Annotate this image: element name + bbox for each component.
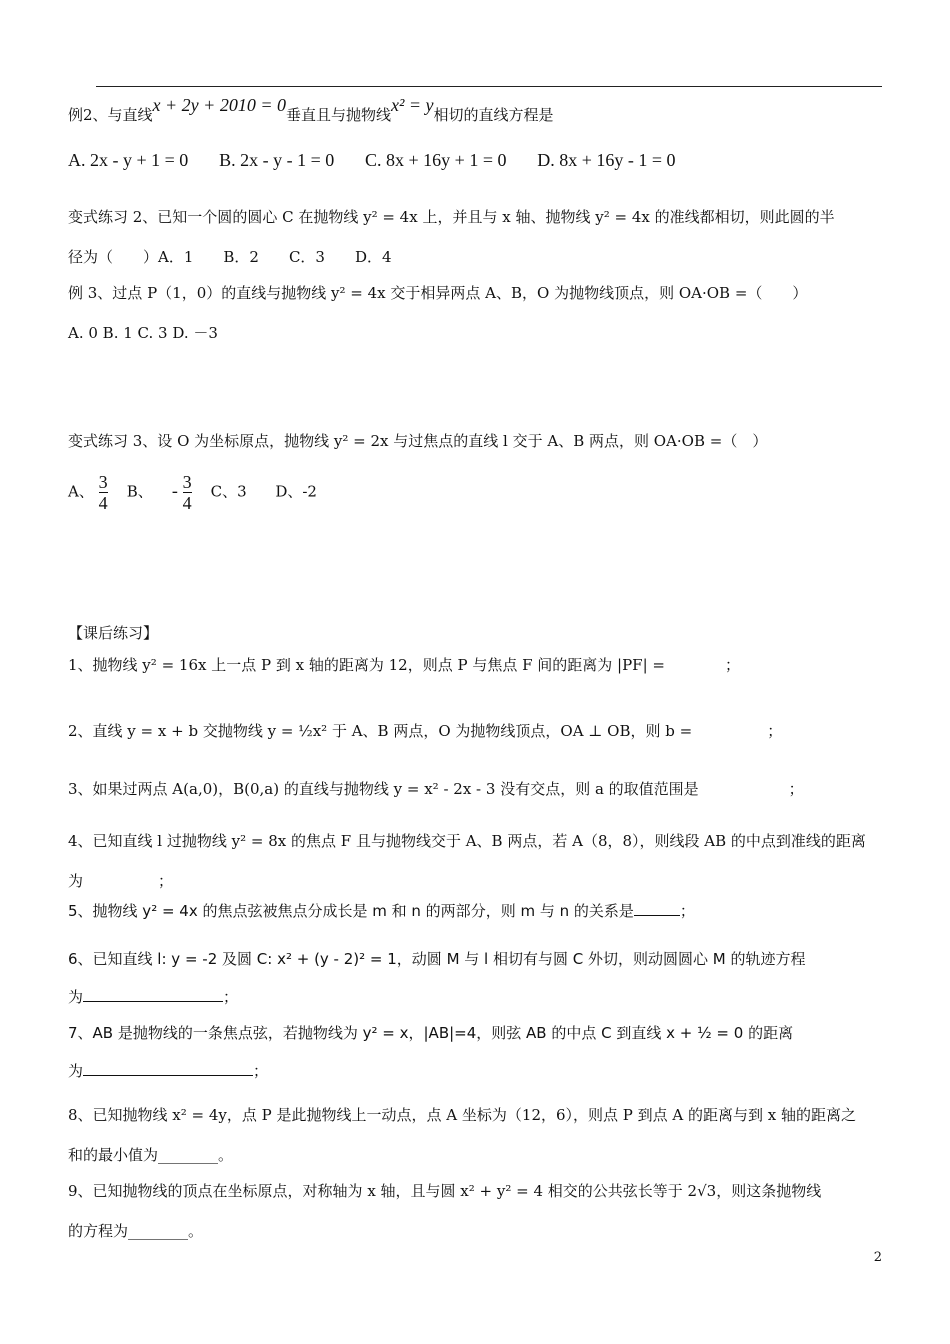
homework-q6-line-1: 6、已知直线 l: y = -2 及圆 C: x² + (y - 2)² = 1，动圆 M 与 l 相切有与圆 C 外切，则动圆圆心 M 的轨迹方程 <box>68 950 806 968</box>
homework-q4-line-1: 4、已知直线 l 过抛物线 y² = 8x 的焦点 F 且与抛物线交于 A、B 两点，若 A（8，8），则线段 AB 的中点到准线的距离 <box>68 832 866 850</box>
homework-q7-line-1: 7、AB 是抛物线的一条焦点弦，若抛物线为 y² = x，|AB|=4，则弦 AB 的中点 C 到直线 x + ½ = 0 的距离 <box>68 1024 794 1042</box>
q5-end: ； <box>679 902 695 920</box>
v3-option-c: C、3 <box>210 482 247 501</box>
example-2-prefix: 例2、与直线 <box>68 106 153 124</box>
frac-den: 4 <box>182 493 192 513</box>
q5-text: 5、抛物线 y² = 4x 的焦点弦被焦点分成长是 m 和 n 的两部分，则 m 与 n 的关系是 <box>68 902 634 920</box>
q6-end: ； <box>223 988 239 1006</box>
minus-sign: - <box>171 480 178 501</box>
frac-den: 4 <box>98 493 108 513</box>
q7-label: 为 <box>68 1062 84 1080</box>
homework-q8-line-2: 和的最小值为________。 <box>68 1146 234 1164</box>
option-b: B. 2x - y - 1 = 0 <box>219 150 335 170</box>
homework-q6-line-2 <box>68 986 238 1007</box>
frac-num: 3 <box>182 472 192 492</box>
variant-3-options <box>68 472 317 513</box>
variant-2-line-2: 径为（ ）A．1 B．2 C．3 D．4 <box>68 248 392 266</box>
option-c: C. 8x + 16y + 1 = 0 <box>365 150 507 170</box>
variant-2-line-1: 变式练习 2、已知一个圆的圆心 C 在抛物线 y² = 4x 上，并且与 x 轴、抛物线 y² = 4x 的准线都相切，则此圆的半 <box>68 208 835 226</box>
example-2-stem <box>68 95 554 125</box>
fraction-neg-3-4 <box>183 472 192 513</box>
example-2-mid: 垂直且与抛物线 <box>285 106 391 124</box>
fraction-3-4 <box>99 472 108 513</box>
page-number: 2 <box>873 1250 882 1265</box>
header-rule <box>96 86 882 87</box>
homework-q7-line-2 <box>68 1060 268 1081</box>
variant-3-line-1: 变式练习 3、设 O 为坐标原点，抛物线 y² = 2x 与过焦点的直线 l 交于 A、B 两点，则 OA·OB =（ ） <box>68 432 768 450</box>
option-a: A. 2x - y + 1 = 0 <box>68 150 189 170</box>
homework-q3: 3、如果过两点 A(a,0)，B(0,a) 的直线与抛物线 y = x² - 2x - 3 没有交点，则 a 的取值范围是 ； <box>68 780 804 798</box>
homework-q8-line-1: 8、已知抛物线 x² = 4y，点 P 是此抛物线上一动点，点 A 坐标为（12，6），则点 P 到点 A 的距离与到 x 轴的距离之 <box>68 1106 857 1124</box>
q6-blank[interactable] <box>83 1001 223 1002</box>
q6-label: 为 <box>68 988 84 1006</box>
homework-title: 【课后练习】 <box>68 624 159 642</box>
example-2-eq1: x + 2y + 2010 = 0 <box>152 95 286 115</box>
option-d: D. 8x + 16y - 1 = 0 <box>537 150 676 170</box>
v3-option-a-label: A、 <box>68 482 94 501</box>
homework-q4-line-2: 为 ； <box>68 872 174 890</box>
v3-option-d: D、-2 <box>275 482 317 501</box>
q7-end: ； <box>253 1062 269 1080</box>
example-2-options <box>68 150 702 171</box>
homework-q2: 2、直线 y = x + b 交抛物线 y = ½x² 于 A、B 两点，O 为抛物线顶点，OA ⊥ OB，则 b = ； <box>68 722 783 740</box>
example-3-options: A. 0 B. 1 C. 3 D. －3 <box>68 324 218 342</box>
q5-blank[interactable] <box>634 915 680 916</box>
example-3-line-1: 例 3、过点 P（1，0）的直线与抛物线 y² = 4x 交于相异两点 A、B，O 为抛物线顶点，则 OA·OB =（ ） <box>68 284 808 302</box>
example-2-suffix: 相切的直线方程是 <box>433 106 554 124</box>
frac-num: 3 <box>98 472 108 492</box>
homework-q5 <box>68 900 695 921</box>
q7-blank[interactable] <box>83 1075 253 1076</box>
example-2-eq2: x² = y <box>390 95 434 115</box>
homework-q9-line-2: 的方程为________。 <box>68 1222 204 1240</box>
homework-q1: 1、抛物线 y² = 16x 上一点 P 到 x 轴的距离为 12，则点 P 与焦点 F 间的距离为 |PF| = ； <box>68 656 740 674</box>
homework-q9-line-1: 9、已知抛物线的顶点在坐标原点，对称轴为 x 轴，且与圆 x² + y² = 4 相交的公共弦长等于 2√3，则这条抛物线 <box>68 1182 822 1200</box>
v3-option-b-label: B、 <box>126 482 153 501</box>
